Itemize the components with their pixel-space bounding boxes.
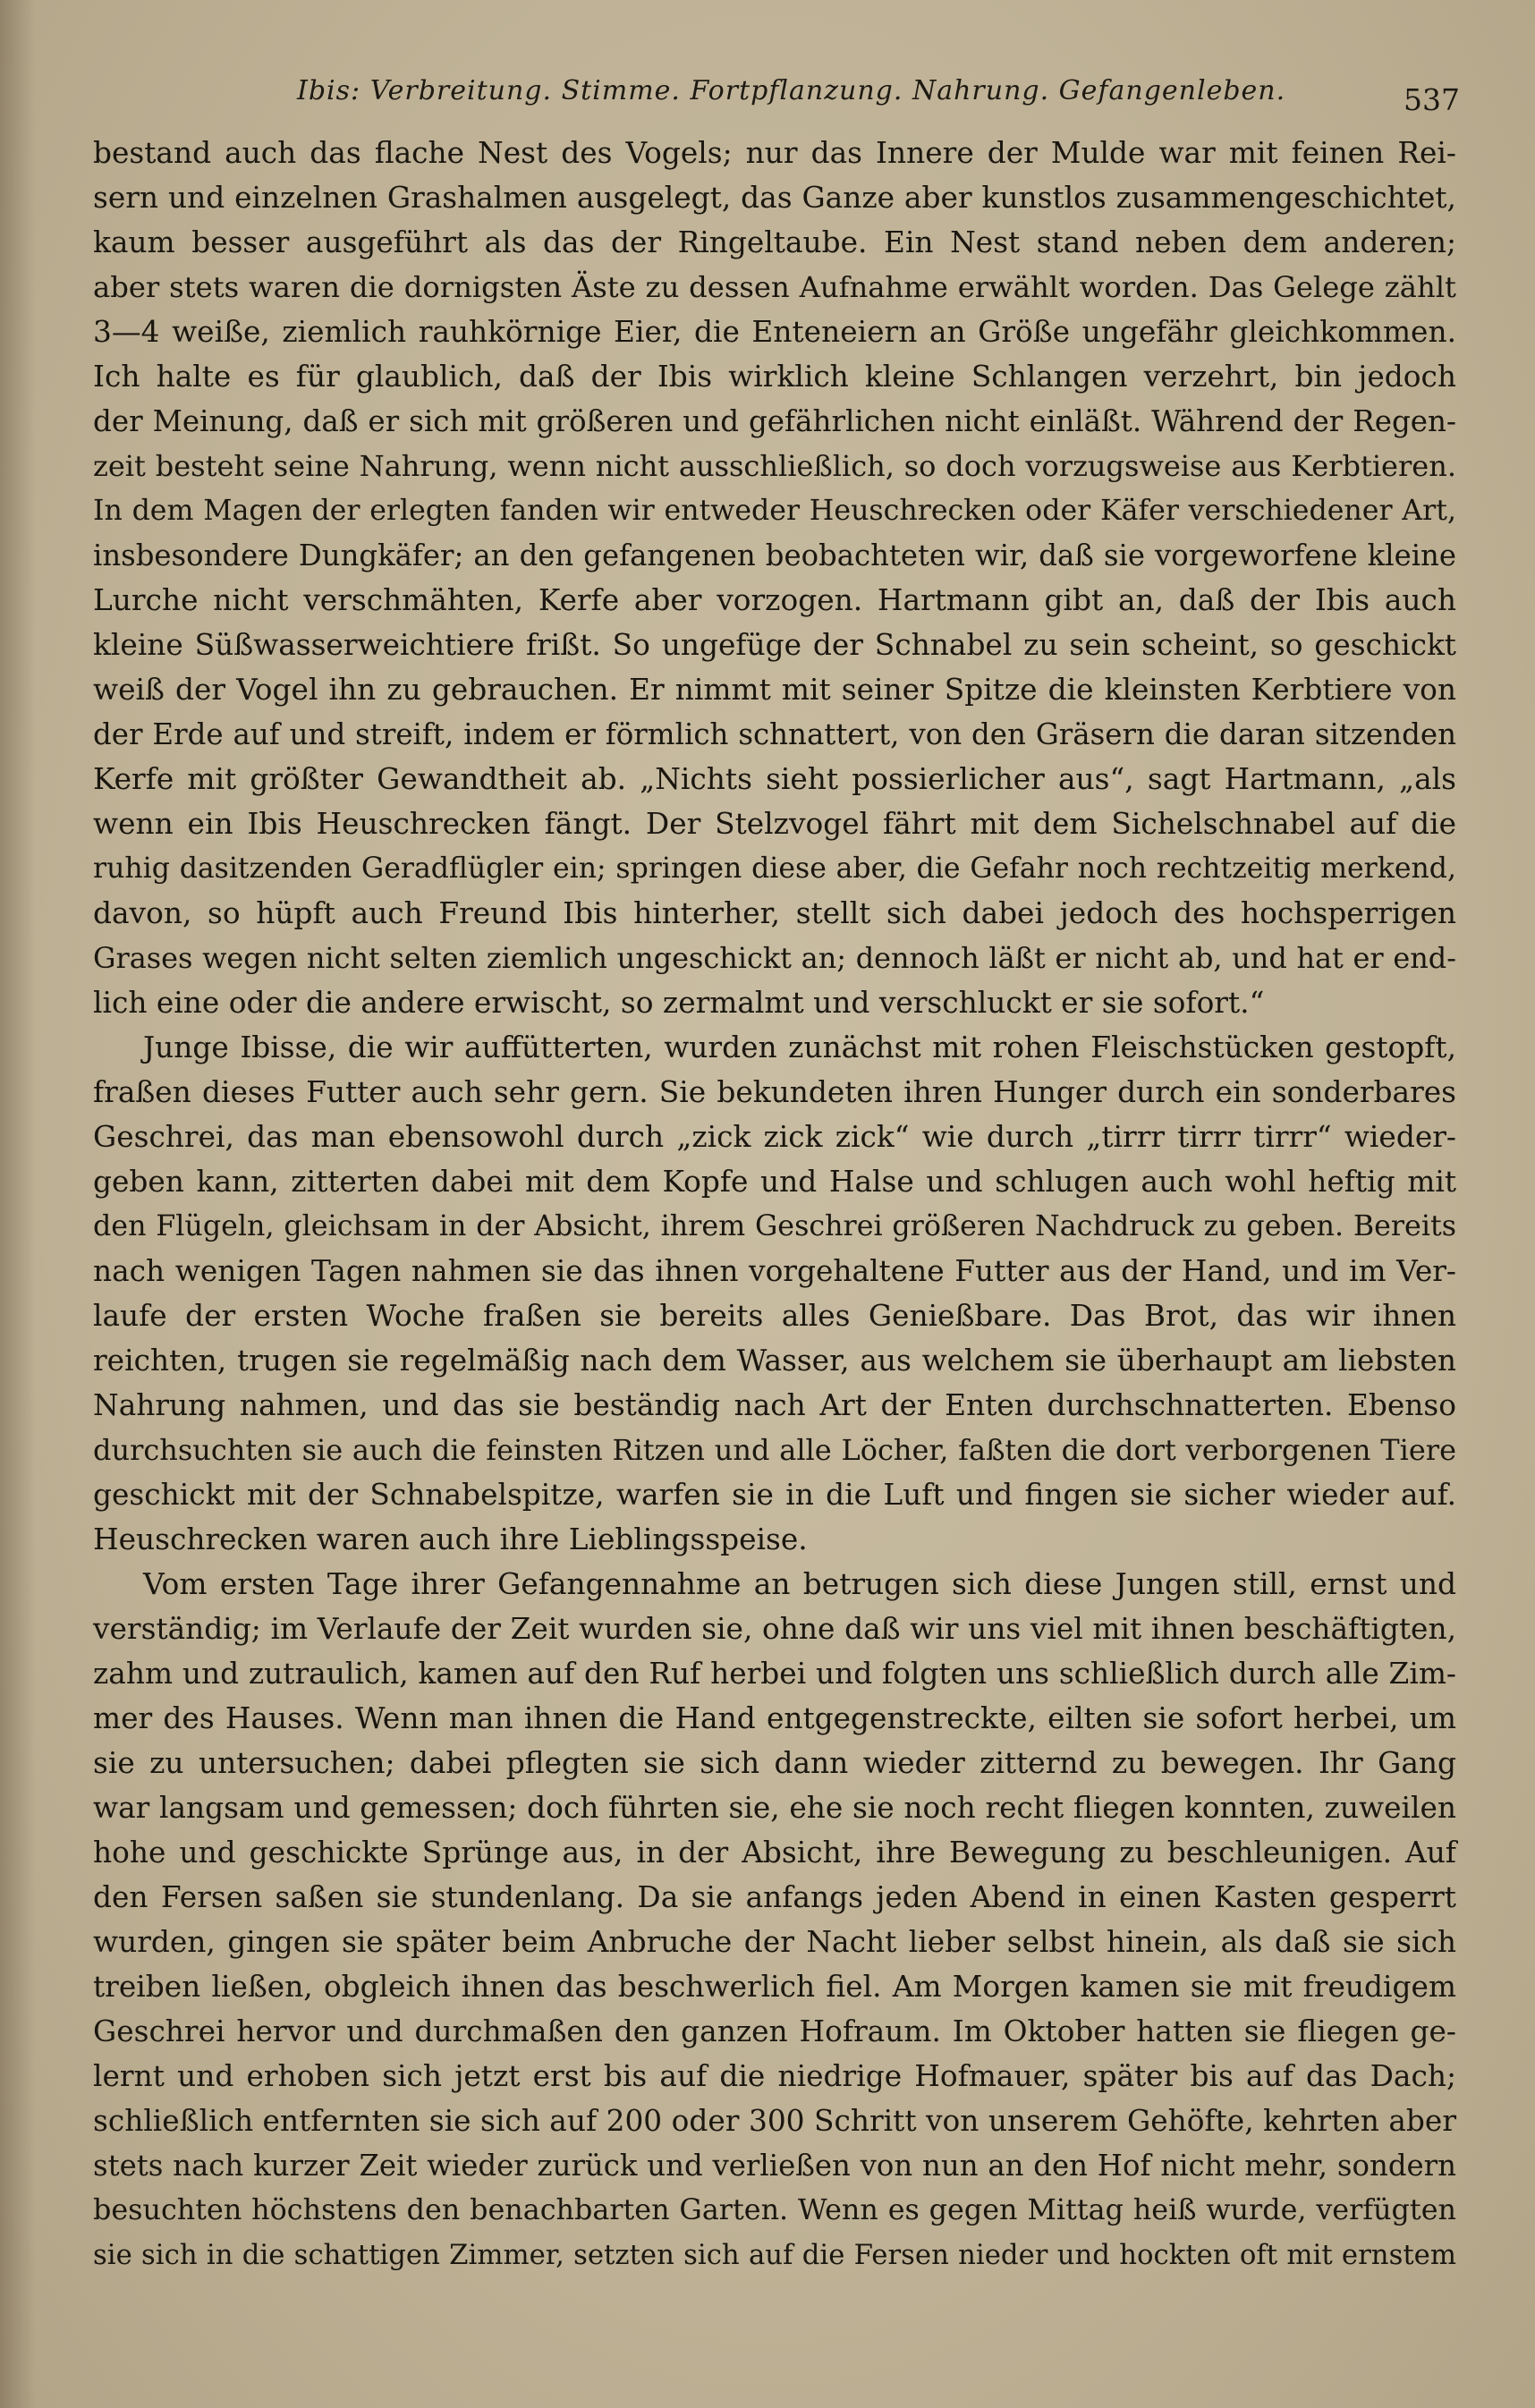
page-header (297, 70, 1460, 123)
text-line: stets nach kurzer Zeit wieder zurück und verließen von nun an den Hof nicht mehr, sondern (93, 2149, 1456, 2183)
text-line: war langsam und gemessen; doch führten sie, ehe sie noch recht fliegen konnten, zuweilen (93, 1791, 1456, 1825)
text-line: davon, so hüpft auch Freund Ibis hinterher, stellt sich dabei jedoch des hochsperrigen (93, 896, 1456, 930)
text-line: Lurche nicht verschmähten, Kerfe aber vorzogen. Hartmann gibt an, daß der Ibis auch (93, 583, 1456, 617)
text-line: laufe der ersten Woche fraßen sie bereits alles Genießbare. Das Brot, das wir ihnen (93, 1299, 1456, 1333)
text-line: durchsuchten sie auch die feinsten Ritzen und alle Löcher, faßten die dort verborgenen Tiere (93, 1433, 1456, 1467)
body-text (93, 131, 1456, 2277)
text-line: In dem Magen der erlegten fanden wir entweder Heuschrecken oder Käfer verschiedener Art, (93, 495, 1456, 527)
text-line: treiben ließen, obgleich ihnen das beschwerlich fiel. Am Morgen kamen sie mit freudigem (93, 1970, 1456, 2004)
text-line: 3—4 weiße, ziemlich rauhkörnige Eier, die Enteneiern an Größe ungefähr gleichkommen. (93, 315, 1456, 349)
text-line: kleine Süßwasserweichtiere frißt. So ungefüge der Schnabel zu sein scheint, so geschickt (93, 628, 1456, 662)
text-line: Ich halte es für glaublich, daß der Ibis wirklich kleine Schlangen verzehrt, bin jedoch (93, 360, 1456, 394)
text-line: geben kann, zitterten dabei mit dem Kopfe und Halse und schlugen auch wohl heftig mit (93, 1165, 1456, 1199)
text-line: der Meinung, daß er sich mit größeren und gefährlichen nicht einläßt. Während der Regen- (93, 404, 1456, 438)
text-line: weiß der Vogel ihn zu gebrauchen. Er nimmt mit seiner Spitze die kleinsten Kerbtiere von (93, 673, 1456, 707)
text-line: geschickt mit der Schnabelspitze, warfen sie in die Luft und fingen sie sicher wieder auf. (93, 1478, 1456, 1512)
page-gutter-shadow (0, 0, 36, 2408)
text-line: besuchten höchstens den benachbarten Garten. Wenn es gegen Mittag heiß wurde, verfügten (93, 2193, 1456, 2226)
page-number: 537 (1404, 82, 1460, 117)
text-line: sie sich in die schattigen Zimmer, setzten sich auf die Fersen nieder und hockten oft mit ernstem (93, 2239, 1456, 2271)
text-line: kaum besser ausgeführt als das der Ringeltaube. Ein Nest stand neben dem anderen; (93, 225, 1456, 259)
text-line: lernt und erhoben sich jetzt erst bis auf die niedrige Hofmauer, später bis auf das Dach; (93, 2059, 1456, 2093)
text-line: mer des Hauses. Wenn man ihnen die Hand entgegenstreckte, eilten sie sofort herbei, um (93, 1701, 1456, 1735)
text-line: Geschrei, das man ebensowohl durch „zick zick zick“ wie durch „tirrr tirrr tirrr“ wieder- (93, 1120, 1456, 1154)
text-line: zeit besteht seine Nahrung, wenn nicht ausschließlich, so doch vorzugsweise aus Kerbtieren. (93, 449, 1456, 483)
text-line: hohe und geschickte Sprünge aus, in der Absicht, ihre Bewegung zu beschleunigen. Auf (93, 1836, 1456, 1870)
text-line: lich eine oder die andere erwischt, so zermalmt und verschluckt er sie sofort.“ (93, 986, 1265, 1020)
text-line: Junge Ibisse, die wir auffütterten, wurden zunächst mit rohen Fleischstücken gestopft, (143, 1030, 1456, 1064)
text-line: wenn ein Ibis Heuschrecken fängt. Der Stelzvogel fährt mit dem Sichelschnabel auf die (93, 807, 1456, 841)
text-line: sie zu untersuchen; dabei pflegten sie sich dann wieder zitternd zu bewegen. Ihr Gang (93, 1746, 1456, 1780)
text-line: der Erde auf und streift, indem er förmlich schnattert, von den Gräsern die daran sitzenden (93, 717, 1456, 751)
text-line: wurden, gingen sie später beim Anbruche der Nacht lieber selbst hinein, als daß sie sich (93, 1925, 1456, 1959)
text-line: Nahrung nahmen, und das sie beständig nach Art der Enten durchschnatterten. Ebenso (93, 1388, 1456, 1422)
text-line: fraßen dieses Futter auch sehr gern. Sie bekundeten ihren Hunger durch ein sonderbares (93, 1075, 1456, 1109)
text-line: Vom ersten Tage ihrer Gefangennahme an betrugen sich diese Jungen still, ernst und (143, 1567, 1456, 1601)
text-line: Kerfe mit größter Gewandtheit ab. „Nichts sieht possierlicher aus“, sagt Hartmann, „als (93, 762, 1456, 796)
text-line: schließlich entfernten sie sich auf 200 oder 300 Schritt von unserem Gehöfte, kehrten aber (93, 2104, 1456, 2138)
text-line: insbesondere Dungkäfer; an den gefangenen beobachteten wir, daß sie vorgeworfene kleine (93, 538, 1456, 572)
text-line: nach wenigen Tagen nahmen sie das ihnen vorgehaltene Futter aus der Hand, und im Ver- (93, 1254, 1456, 1288)
text-line: den Fersen saßen sie stundenlang. Da sie anfangs jeden Abend in einen Kasten gesperrt (93, 1880, 1456, 1914)
text-line: zahm und zutraulich, kamen auf den Ruf herbei und folgten uns schließlich durch alle Zim- (93, 1657, 1456, 1691)
text-line: verständig; im Verlaufe der Zeit wurden sie, ohne daß wir uns viel mit ihnen beschäftigten, (93, 1612, 1456, 1646)
text-line: reichten, trugen sie regelmäßig nach dem Wasser, aus welchem sie überhaupt am liebsten (93, 1344, 1456, 1378)
text-line: Grases wegen nicht selten ziemlich ungeschickt an; dennoch läßt er nicht ab, und hat er end- (93, 941, 1456, 975)
text-line: Heuschrecken waren auch ihre Lieblingsspeise. (93, 1522, 808, 1556)
running-title: Ibis: Verbreitung. Stimme. Fortpflanzung. Nahrung. Gefangenleben. (297, 75, 1286, 106)
text-line: Geschrei hervor und durchmaßen den ganzen Hofraum. Im Oktober hatten sie fliegen ge- (93, 2014, 1456, 2048)
text-line: sern und einzelnen Grashalmen ausgelegt, das Ganze aber kunstlos zusammengeschichtet, (93, 181, 1456, 215)
text-line: bestand auch das flache Nest des Vogels; nur das Innere der Mulde war mit feinen Rei- (93, 136, 1456, 170)
text-line: aber stets waren die dornigsten Äste zu dessen Aufnahme erwählt worden. Das Gelege zählt (93, 270, 1456, 304)
text-line: ruhig dasitzenden Geradflügler ein; springen diese aber, die Gefahr noch rechtzeitig merkend, (93, 852, 1456, 885)
text-line: den Flügeln, gleichsam in der Absicht, ihrem Geschrei größeren Nachdruck zu geben. Bereits (93, 1210, 1456, 1242)
